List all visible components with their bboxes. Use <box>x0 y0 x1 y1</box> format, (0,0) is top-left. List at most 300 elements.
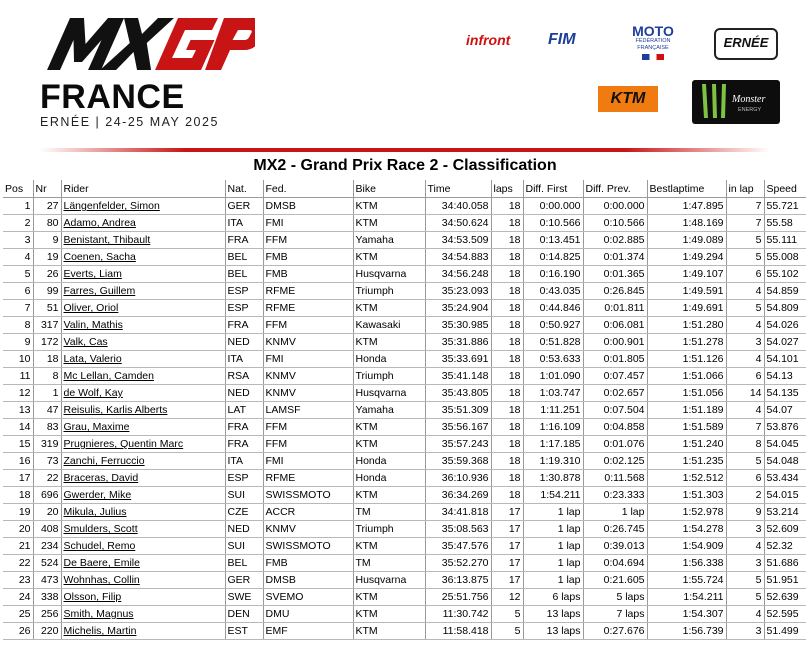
cell-bike: Yamaha <box>353 402 425 419</box>
cell-diff-first: 1 lap <box>523 538 583 555</box>
cell-bestlaptime: 1:52.512 <box>647 470 726 487</box>
cell-in-lap: 3 <box>726 334 764 351</box>
cell-rider[interactable]: Gwerder, Mike <box>61 487 225 504</box>
cell-diff-prev: 0:00.901 <box>583 334 647 351</box>
cell-rider[interactable]: Reisulis, Karlis Alberts <box>61 402 225 419</box>
cell-bike: KTM <box>353 249 425 266</box>
cell-time: 34:40.058 <box>425 198 491 215</box>
cell-bestlaptime: 1:49.294 <box>647 249 726 266</box>
cell-pos: 25 <box>3 606 33 623</box>
cell-in-lap: 3 <box>726 521 764 538</box>
cell-bike: KTM <box>353 198 425 215</box>
cell-in-lap: 6 <box>726 266 764 283</box>
cell-pos: 3 <box>3 232 33 249</box>
cell-nat: RSA <box>225 368 263 385</box>
cell-diff-prev: 0:26.745 <box>583 521 647 538</box>
monster-energy-logo <box>692 80 780 124</box>
cell-pos: 9 <box>3 334 33 351</box>
cell-rider[interactable]: de Wolf, Kay <box>61 385 225 402</box>
cell-nat: NED <box>225 334 263 351</box>
cell-bike: KTM <box>353 538 425 555</box>
table-row <box>3 300 806 317</box>
cell-diff-first: 1:17.185 <box>523 436 583 453</box>
cell-nat: DEN <box>225 606 263 623</box>
cell-in-lap: 5 <box>726 232 764 249</box>
cell-bike: TM <box>353 555 425 572</box>
table-body <box>3 198 806 640</box>
cell-laps: 18 <box>491 334 523 351</box>
cell-time: 35:51.309 <box>425 402 491 419</box>
cell-diff-prev: 0:39.013 <box>583 538 647 555</box>
cell-pos: 8 <box>3 317 33 334</box>
cell-laps: 18 <box>491 283 523 300</box>
cell-fed: LAMSF <box>263 402 353 419</box>
cell-nat: LAT <box>225 402 263 419</box>
cell-diff-prev: 0:01.374 <box>583 249 647 266</box>
cell-in-lap: 5 <box>726 453 764 470</box>
cell-laps: 18 <box>491 453 523 470</box>
cell-rider[interactable]: Valk, Cas <box>61 334 225 351</box>
cell-pos: 6 <box>3 283 33 300</box>
cell-bike: Honda <box>353 453 425 470</box>
cell-rider[interactable]: Oliver, Oriol <box>61 300 225 317</box>
cell-fed: FFM <box>263 317 353 334</box>
cell-fed: FMI <box>263 215 353 232</box>
cell-nr: 47 <box>33 402 61 419</box>
cell-in-lap: 4 <box>726 606 764 623</box>
cell-speed: 51.499 <box>764 623 806 640</box>
cell-laps: 17 <box>491 538 523 555</box>
cell-speed: 54.045 <box>764 436 806 453</box>
cell-laps: 18 <box>491 419 523 436</box>
cell-pos: 4 <box>3 249 33 266</box>
cell-speed: 53.434 <box>764 470 806 487</box>
table-row <box>3 572 806 589</box>
cell-fed: FMB <box>263 555 353 572</box>
cell-fed: KNMV <box>263 385 353 402</box>
cell-speed: 54.101 <box>764 351 806 368</box>
table-row <box>3 198 806 215</box>
cell-diff-first: 0:50.927 <box>523 317 583 334</box>
cell-nr: 19 <box>33 249 61 266</box>
cell-rider[interactable]: Schudel, Remo <box>61 538 225 555</box>
cell-fed: ACCR <box>263 504 353 521</box>
cell-diff-prev: 1 lap <box>583 504 647 521</box>
cell-bestlaptime: 1:49.107 <box>647 266 726 283</box>
cell-bike: Husqvarna <box>353 572 425 589</box>
cell-diff-prev: 0:23.333 <box>583 487 647 504</box>
cell-nr: 99 <box>33 283 61 300</box>
cell-fed: DMSB <box>263 572 353 589</box>
cell-diff-prev: 0:01.811 <box>583 300 647 317</box>
cell-bike: TM <box>353 504 425 521</box>
cell-rider[interactable]: Zanchi, Ferruccio <box>61 453 225 470</box>
cell-speed: 54.048 <box>764 453 806 470</box>
cell-time: 35:52.270 <box>425 555 491 572</box>
cell-nat: NED <box>225 385 263 402</box>
cell-diff-first: 1 lap <box>523 572 583 589</box>
col-diff-prev: Diff. Prev. <box>583 180 647 198</box>
cell-nat: ESP <box>225 470 263 487</box>
cell-bestlaptime: 1:54.909 <box>647 538 726 555</box>
table-row <box>3 538 806 555</box>
cell-laps: 5 <box>491 606 523 623</box>
cell-time: 35:57.243 <box>425 436 491 453</box>
cell-diff-prev: 0:06.081 <box>583 317 647 334</box>
cell-rider[interactable]: Farres, Guillem <box>61 283 225 300</box>
cell-fed: RFME <box>263 283 353 300</box>
cell-diff-first: 0:13.451 <box>523 232 583 249</box>
cell-laps: 17 <box>491 521 523 538</box>
cell-laps: 18 <box>491 317 523 334</box>
cell-nat: ESP <box>225 300 263 317</box>
cell-laps: 18 <box>491 385 523 402</box>
cell-fed: DMSB <box>263 198 353 215</box>
col-nr: Nr <box>33 180 61 198</box>
table-row <box>3 606 806 623</box>
cell-in-lap: 3 <box>726 555 764 572</box>
cell-diff-first: 0:16.190 <box>523 266 583 283</box>
cell-diff-prev: 0:07.457 <box>583 368 647 385</box>
cell-rider[interactable]: Benistant, Thibault <box>61 232 225 249</box>
cell-bike: KTM <box>353 589 425 606</box>
cell-nat: FRA <box>225 419 263 436</box>
cell-bike: KTM <box>353 419 425 436</box>
cell-nat: FRA <box>225 436 263 453</box>
cell-time: 35:59.368 <box>425 453 491 470</box>
cell-pos: 18 <box>3 487 33 504</box>
cell-rider[interactable]: Olsson, Filip <box>61 589 225 606</box>
header <box>0 0 810 158</box>
table-row <box>3 283 806 300</box>
cell-rider[interactable]: Smith, Magnus <box>61 606 225 623</box>
table-row <box>3 470 806 487</box>
cell-bestlaptime: 1:47.895 <box>647 198 726 215</box>
cell-speed: 54.07 <box>764 402 806 419</box>
cell-bike: KTM <box>353 436 425 453</box>
cell-speed: 54.859 <box>764 283 806 300</box>
header-divider <box>40 148 770 152</box>
cell-speed: 55.111 <box>764 232 806 249</box>
col-time: Time <box>425 180 491 198</box>
table-row <box>3 334 806 351</box>
cell-pos: 15 <box>3 436 33 453</box>
cell-bike: Husqvarna <box>353 266 425 283</box>
cell-bestlaptime: 1:49.591 <box>647 283 726 300</box>
cell-diff-first: 0:43.035 <box>523 283 583 300</box>
cell-laps: 5 <box>491 623 523 640</box>
cell-nr: 1 <box>33 385 61 402</box>
cell-bestlaptime: 1:51.126 <box>647 351 726 368</box>
cell-bestlaptime: 1:51.066 <box>647 368 726 385</box>
cell-diff-first: 13 laps <box>523 606 583 623</box>
cell-speed: 55.102 <box>764 266 806 283</box>
cell-nr: 80 <box>33 215 61 232</box>
cell-nr: 27 <box>33 198 61 215</box>
cell-nr: 9 <box>33 232 61 249</box>
cell-fed: FFM <box>263 419 353 436</box>
cell-rider[interactable]: Adamo, Andrea <box>61 215 225 232</box>
table-row <box>3 266 806 283</box>
cell-pos: 13 <box>3 402 33 419</box>
cell-pos: 19 <box>3 504 33 521</box>
cell-laps: 18 <box>491 487 523 504</box>
cell-time: 35:31.886 <box>425 334 491 351</box>
table-row <box>3 504 806 521</box>
cell-laps: 17 <box>491 555 523 572</box>
cell-laps: 18 <box>491 402 523 419</box>
cell-in-lap: 8 <box>726 436 764 453</box>
cell-time: 35:24.904 <box>425 300 491 317</box>
table-row <box>3 453 806 470</box>
cell-speed: 55.008 <box>764 249 806 266</box>
cell-bestlaptime: 1:48.169 <box>647 215 726 232</box>
cell-nr: 696 <box>33 487 61 504</box>
cell-bestlaptime: 1:51.189 <box>647 402 726 419</box>
cell-bestlaptime: 1:54.278 <box>647 521 726 538</box>
cell-diff-first: 1:19.310 <box>523 453 583 470</box>
table-row <box>3 215 806 232</box>
page-title: MX2 - Grand Prix Race 2 - Classification <box>253 157 557 174</box>
col-fed: Fed. <box>263 180 353 198</box>
cell-diff-prev: 0:01.365 <box>583 266 647 283</box>
cell-laps: 18 <box>491 300 523 317</box>
cell-nr: 256 <box>33 606 61 623</box>
col-pos: Pos <box>3 180 33 198</box>
cell-diff-prev: 0:21.605 <box>583 572 647 589</box>
cell-nr: 83 <box>33 419 61 436</box>
mxgp-logo <box>40 10 255 76</box>
cell-speed: 54.015 <box>764 487 806 504</box>
cell-diff-first: 1:03.747 <box>523 385 583 402</box>
table-row <box>3 232 806 249</box>
cell-diff-first: 1:16.109 <box>523 419 583 436</box>
cell-nr: 473 <box>33 572 61 589</box>
cell-diff-first: 1:54.211 <box>523 487 583 504</box>
cell-bike: KTM <box>353 334 425 351</box>
cell-bike: Triumph <box>353 368 425 385</box>
cell-nat: BEL <box>225 555 263 572</box>
cell-bike: Triumph <box>353 283 425 300</box>
cell-rider[interactable]: Lata, Valerio <box>61 351 225 368</box>
cell-pos: 24 <box>3 589 33 606</box>
cell-diff-prev: 0:27.676 <box>583 623 647 640</box>
cell-pos: 22 <box>3 555 33 572</box>
cell-bike: KTM <box>353 623 425 640</box>
cell-bestlaptime: 1:51.303 <box>647 487 726 504</box>
cell-rider[interactable]: Valin, Mathis <box>61 317 225 334</box>
cell-time: 36:34.269 <box>425 487 491 504</box>
cell-diff-first: 1 lap <box>523 504 583 521</box>
cell-in-lap: 6 <box>726 368 764 385</box>
cell-nat: EST <box>225 623 263 640</box>
cell-laps: 18 <box>491 249 523 266</box>
col-speed: Speed <box>764 180 806 198</box>
table-row <box>3 385 806 402</box>
cell-diff-first: 0:00.000 <box>523 198 583 215</box>
cell-fed: FFM <box>263 436 353 453</box>
cell-fed: KNMV <box>263 368 353 385</box>
cell-speed: 52.32 <box>764 538 806 555</box>
cell-rider[interactable]: Wohnhas, Collin <box>61 572 225 589</box>
cell-pos: 23 <box>3 572 33 589</box>
cell-nat: SWE <box>225 589 263 606</box>
cell-nr: 172 <box>33 334 61 351</box>
cell-laps: 18 <box>491 470 523 487</box>
cell-rider[interactable]: Braceras, David <box>61 470 225 487</box>
event-date: ERNÉE | 24-25 MAY 2025 <box>40 115 219 129</box>
cell-fed: FMB <box>263 249 353 266</box>
cell-nr: 220 <box>33 623 61 640</box>
table-row <box>3 419 806 436</box>
cell-bike: Honda <box>353 351 425 368</box>
cell-laps: 18 <box>491 351 523 368</box>
col-bestlaptime: Bestlaptime <box>647 180 726 198</box>
cell-diff-first: 1 lap <box>523 555 583 572</box>
svg-text:ENERGY: ENERGY <box>738 107 762 113</box>
col-nat: Nat. <box>225 180 263 198</box>
cell-diff-first: 0:44.846 <box>523 300 583 317</box>
cell-diff-first: 0:53.633 <box>523 351 583 368</box>
classification-table <box>3 180 806 640</box>
table-row <box>3 623 806 640</box>
cell-diff-first: 0:14.825 <box>523 249 583 266</box>
cell-in-lap: 9 <box>726 504 764 521</box>
cell-diff-prev: 0:02.657 <box>583 385 647 402</box>
cell-bestlaptime: 1:51.240 <box>647 436 726 453</box>
cell-nat: SUI <box>225 487 263 504</box>
cell-speed: 52.595 <box>764 606 806 623</box>
table-header-row <box>3 180 806 198</box>
cell-nat: GER <box>225 572 263 589</box>
cell-time: 25:51.756 <box>425 589 491 606</box>
cell-nat: ESP <box>225 283 263 300</box>
cell-bestlaptime: 1:51.589 <box>647 419 726 436</box>
cell-time: 35:41.148 <box>425 368 491 385</box>
cell-fed: SWISSMOTO <box>263 538 353 555</box>
cell-rider[interactable]: Smulders, Scott <box>61 521 225 538</box>
cell-nat: GER <box>225 198 263 215</box>
cell-diff-prev: 0:01.805 <box>583 351 647 368</box>
cell-rider[interactable]: Coenen, Sacha <box>61 249 225 266</box>
cell-nr: 73 <box>33 453 61 470</box>
cell-nat: NED <box>225 521 263 538</box>
cell-in-lap: 7 <box>726 215 764 232</box>
cell-speed: 54.135 <box>764 385 806 402</box>
cell-bestlaptime: 1:52.978 <box>647 504 726 521</box>
cell-nat: BEL <box>225 249 263 266</box>
svg-text:Monster: Monster <box>732 94 766 105</box>
cell-speed: 55.721 <box>764 198 806 215</box>
cell-nr: 317 <box>33 317 61 334</box>
table-row <box>3 436 806 453</box>
cell-in-lap: 7 <box>726 198 764 215</box>
cell-nr: 408 <box>33 521 61 538</box>
cell-nr: 338 <box>33 589 61 606</box>
cell-nr: 319 <box>33 436 61 453</box>
cell-diff-prev: 0:02.885 <box>583 232 647 249</box>
cell-laps: 18 <box>491 266 523 283</box>
cell-pos: 2 <box>3 215 33 232</box>
cell-in-lap: 14 <box>726 385 764 402</box>
cell-diff-prev: 0:01.076 <box>583 436 647 453</box>
event-name: FRANCE <box>40 78 185 116</box>
cell-diff-first: 13 laps <box>523 623 583 640</box>
cell-speed: 52.609 <box>764 521 806 538</box>
cell-rider[interactable]: Grau, Maxime <box>61 419 225 436</box>
cell-in-lap: 5 <box>726 572 764 589</box>
cell-bike: KTM <box>353 300 425 317</box>
cell-rider[interactable]: Mikula, Julius <box>61 504 225 521</box>
cell-bestlaptime: 1:54.307 <box>647 606 726 623</box>
cell-pos: 21 <box>3 538 33 555</box>
cell-diff-prev: 0:10.566 <box>583 215 647 232</box>
cell-diff-prev: 7 laps <box>583 606 647 623</box>
cell-fed: KNMV <box>263 334 353 351</box>
cell-rider[interactable]: De Baere, Emile <box>61 555 225 572</box>
cell-in-lap: 4 <box>726 538 764 555</box>
cell-pos: 5 <box>3 266 33 283</box>
cell-diff-first: 1:01.090 <box>523 368 583 385</box>
cell-pos: 10 <box>3 351 33 368</box>
cell-speed: 51.686 <box>764 555 806 572</box>
cell-speed: 54.026 <box>764 317 806 334</box>
cell-in-lap: 6 <box>726 470 764 487</box>
cell-bestlaptime: 1:56.338 <box>647 555 726 572</box>
cell-rider[interactable]: Prugnieres, Quentin Marc <box>61 436 225 453</box>
cell-rider[interactable]: Mc Lellan, Camden <box>61 368 225 385</box>
col-in-lap: in lap <box>726 180 764 198</box>
cell-laps: 18 <box>491 232 523 249</box>
cell-time: 34:53.509 <box>425 232 491 249</box>
cell-nat: ITA <box>225 215 263 232</box>
cell-diff-first: 1:30.878 <box>523 470 583 487</box>
cell-bestlaptime: 1:56.739 <box>647 623 726 640</box>
cell-speed: 52.639 <box>764 589 806 606</box>
cell-time: 36:13.875 <box>425 572 491 589</box>
cell-in-lap: 4 <box>726 402 764 419</box>
cell-laps: 17 <box>491 504 523 521</box>
cell-bestlaptime: 1:51.278 <box>647 334 726 351</box>
cell-in-lap: 3 <box>726 623 764 640</box>
cell-fed: KNMV <box>263 521 353 538</box>
cell-fed: FMI <box>263 351 353 368</box>
cell-pos: 7 <box>3 300 33 317</box>
cell-nat: SUI <box>225 538 263 555</box>
cell-pos: 11 <box>3 368 33 385</box>
cell-bike: Honda <box>353 470 425 487</box>
cell-laps: 18 <box>491 436 523 453</box>
cell-diff-prev: 0:11.568 <box>583 470 647 487</box>
cell-in-lap: 2 <box>726 487 764 504</box>
table-row <box>3 555 806 572</box>
cell-in-lap: 4 <box>726 351 764 368</box>
cell-time: 34:50.624 <box>425 215 491 232</box>
cell-time: 34:41.818 <box>425 504 491 521</box>
cell-time: 35:23.093 <box>425 283 491 300</box>
col-bike: Bike <box>353 180 425 198</box>
ffm-logo: MOTO FÉDÉRATION FRANÇAISE <box>628 24 678 60</box>
cell-diff-prev: 0:26.845 <box>583 283 647 300</box>
cell-diff-first: 0:10.566 <box>523 215 583 232</box>
cell-rider[interactable]: Everts, Liam <box>61 266 225 283</box>
table-row <box>3 589 806 606</box>
col-rider: Rider <box>61 180 225 198</box>
cell-nat: FRA <box>225 232 263 249</box>
cell-rider[interactable]: Längenfelder, Simon <box>61 198 225 215</box>
cell-rider[interactable]: Michelis, Martin <box>61 623 225 640</box>
cell-fed: FMI <box>263 453 353 470</box>
